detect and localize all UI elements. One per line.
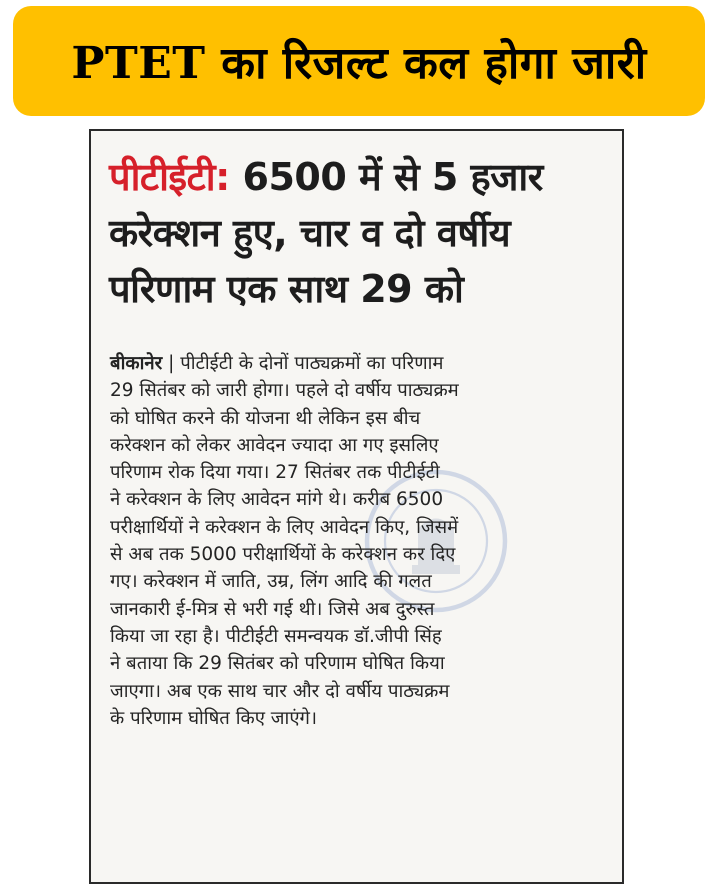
article-line: के परिणाम घोषित किए जाएंगे। (110, 707, 317, 729)
article-line (110, 350, 610, 377)
headline-line-1-text: 6500 में से 5 हजार (229, 155, 543, 199)
article-dateline: बीकानेर (110, 353, 163, 374)
article-line: किया जा रहा है। पीटीईटी समन्वयक डॉ.जीपी सिंह (110, 625, 442, 647)
article-line: परिणाम रोक दिया गया। 27 सितंबर तक पीटीईटी (110, 462, 440, 484)
title-banner (13, 6, 705, 116)
article-line-text: पीटीईटी के दोनों पाठ्यक्रमों का परिणाम (180, 353, 444, 374)
headline-line-2: करेक्शन हुए, चार व दो वर्षीय (109, 211, 511, 255)
article-line: करेक्शन को लेकर आवेदन ज्यादा आ गए इसलिए (110, 434, 439, 456)
banner-title: PTET का रिजल्ट कल होगा जारी (71, 38, 647, 89)
article-line: ने करेक्शन के लिए आवेदन मांगे थे। करीब 6500 (110, 489, 444, 511)
article-line: को घोषित करने की योजना थी लेकिन इस बीच (110, 407, 421, 429)
article-line: जाएगा। अब एक साथ चार और दो वर्षीय पाठ्यक्रम (110, 680, 450, 702)
article-line: जानकारी ई-मित्र से भरी गई थी। जिसे अब दुरुस्त (110, 598, 435, 620)
headline-line-3: परिणाम एक साथ 29 को (109, 267, 464, 311)
article-line: से अब तक 5000 परीक्षार्थियों के करेक्शन कर दिए (110, 544, 456, 566)
clipping-headline (109, 149, 614, 317)
article-line: 29 सितंबर को जारी होगा। पहले दो वर्षीय पाठ्यक्रम (110, 380, 459, 402)
article-line: गए। करेक्शन में जाति, उम्र, लिंग आदि की गलत (110, 571, 432, 593)
article-line: परीक्षार्थियों ने करेक्शन के लिए आवेदन किए, जिसमें (110, 516, 459, 538)
newspaper-clipping (89, 129, 624, 884)
headline-line-1 (109, 149, 614, 205)
dateline-separator: | (162, 353, 181, 374)
headline-prefix: पीटीईटी: (109, 155, 230, 199)
article-line: ने बताया कि 29 सितंबर को परिणाम घोषित किया (110, 653, 445, 675)
article-body (110, 350, 610, 732)
